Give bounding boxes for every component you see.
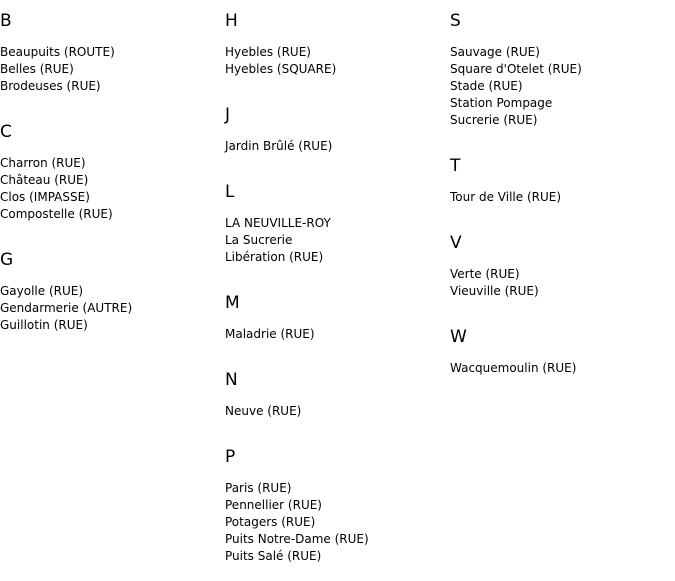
street-list [225,403,450,420]
street-link[interactable]: Libération (RUE) [225,250,324,264]
letter-heading: G [0,250,14,270]
street-link[interactable]: Guillotin (RUE) [0,318,88,332]
street-link[interactable]: Charron (RUE) [0,156,86,170]
street-link[interactable]: Tour de Ville (RUE) [450,190,562,204]
letter-heading: P [225,447,236,467]
letter-heading: V [450,233,462,253]
letter-heading: W [450,327,467,347]
letter-group [225,359,450,420]
street-link[interactable]: Vieuville (RUE) [450,284,539,298]
street-list [0,283,225,334]
letter-heading: L [225,182,235,202]
street-link[interactable]: Château (RUE) [0,173,89,187]
street-list [450,189,675,206]
street-link[interactable]: Paris (RUE) [225,481,292,495]
street-link[interactable]: Puits Notre-Dame (RUE) [225,532,369,546]
street-link[interactable]: Stade (RUE) [450,79,523,93]
letter-heading: H [225,11,238,31]
street-link[interactable]: Neuve (RUE) [225,404,302,418]
street-link[interactable]: La Sucrerie [225,233,293,247]
street-link[interactable]: Pennellier (RUE) [225,498,322,512]
street-link[interactable]: Station Pompage [450,96,553,110]
letter-group [450,0,675,129]
letter-group [450,316,675,377]
street-list [450,266,675,300]
letter-group [0,111,225,223]
letter-group [0,239,225,334]
street-list [225,480,450,565]
letter-heading: J [225,105,231,125]
letter-heading: M [225,293,240,313]
letter-heading: B [0,11,12,31]
letter-group [225,436,450,565]
street-list [225,138,450,155]
letter-group [450,145,675,206]
street-link[interactable]: Gendarmerie (AUTRE) [0,301,133,315]
street-link[interactable]: Maladrie (RUE) [225,327,315,341]
letter-heading: T [450,156,461,176]
street-link[interactable]: Compostelle (RUE) [0,207,113,221]
street-link[interactable]: Verte (RUE) [450,267,520,281]
street-list [225,215,450,266]
street-link[interactable]: Sauvage (RUE) [450,45,540,59]
letter-group [225,0,450,78]
street-link[interactable]: Belles (RUE) [0,62,74,76]
street-link[interactable]: Gayolle (RUE) [0,284,84,298]
street-list [450,44,675,129]
street-list [0,155,225,223]
street-link[interactable]: Potagers (RUE) [225,515,316,529]
index-column-2 [225,0,450,581]
letter-group [225,282,450,343]
index-column-3 [450,0,675,393]
letter-heading: S [450,11,461,31]
street-link[interactable]: LA NEUVILLE-ROY [225,216,331,230]
street-list [0,44,225,95]
street-link[interactable]: Puits Salé (RUE) [225,549,322,563]
street-link[interactable]: Sucrerie (RUE) [450,113,538,127]
index-column-1 [0,0,225,350]
letter-group [225,171,450,266]
street-link[interactable]: Wacquemoulin (RUE) [450,361,577,375]
letter-group [225,94,450,155]
letter-group [0,0,225,95]
street-link[interactable]: Clos (IMPASSE) [0,190,90,204]
street-link[interactable]: Jardin Brûlé (RUE) [225,139,333,153]
letter-heading: C [0,122,12,142]
street-link[interactable]: Brodeuses (RUE) [0,79,101,93]
street-link[interactable]: Square d'Otelet (RUE) [450,62,582,76]
street-link[interactable]: Beaupuits (ROUTE) [0,45,115,59]
street-list [225,326,450,343]
street-list [450,360,675,377]
street-link[interactable]: Hyebles (RUE) [225,45,311,59]
street-link[interactable]: Hyebles (SQUARE) [225,62,337,76]
letter-group [450,222,675,300]
letter-heading: N [225,370,238,390]
street-list [225,44,450,78]
